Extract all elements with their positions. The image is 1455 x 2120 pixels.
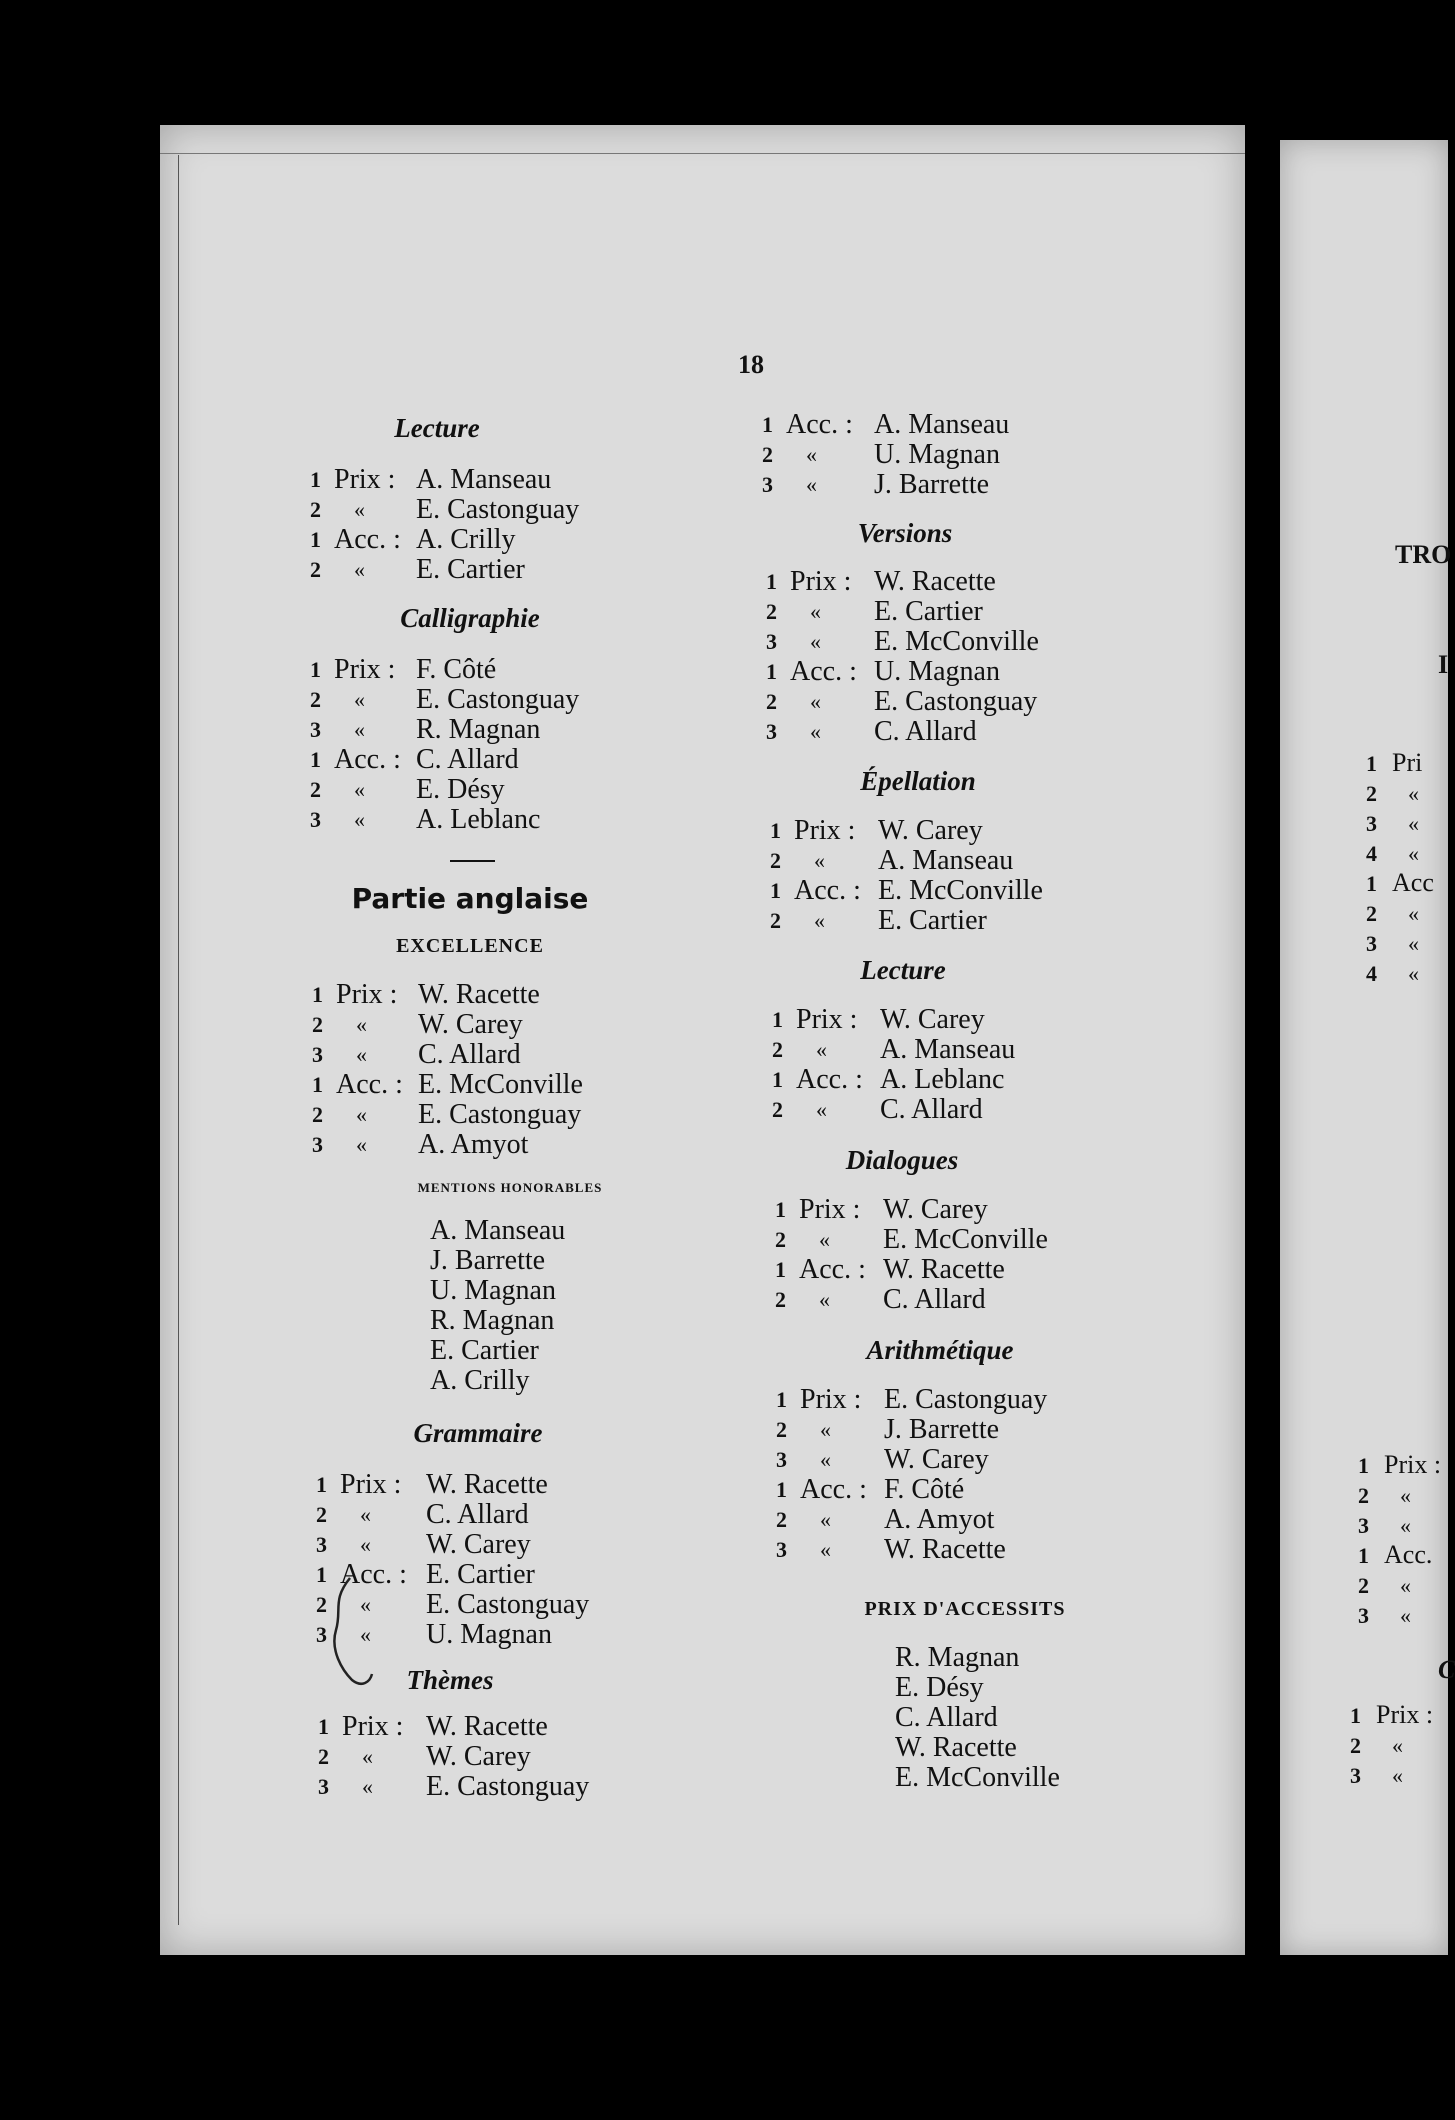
next-page-row-fragment xyxy=(1358,1600,1411,1631)
student-name: C. Allard xyxy=(418,1039,521,1070)
award-row xyxy=(312,980,632,1010)
rank-number: 3 xyxy=(318,1774,329,1799)
student-name: E. Cartier xyxy=(416,554,525,585)
award-row xyxy=(770,846,1090,876)
ditto-mark: « xyxy=(816,1037,827,1062)
rank-number: 1 xyxy=(312,1072,323,1097)
student-name: A. Crilly xyxy=(430,1365,530,1396)
award-row xyxy=(775,1255,1095,1285)
award-row xyxy=(312,1130,632,1160)
rank-number: 1 xyxy=(772,1067,783,1092)
next-page-row-fragment xyxy=(1350,1760,1403,1791)
student-name: E. McConville xyxy=(878,875,1043,906)
student-name: W. Racette xyxy=(426,1711,548,1742)
award-row xyxy=(770,876,1090,906)
student-name: U. Magnan xyxy=(430,1275,556,1306)
award-row xyxy=(312,1010,632,1040)
rank-number: 3 xyxy=(1358,1603,1369,1628)
student-name: W. Carey xyxy=(426,1741,531,1772)
award-label: Acc. : xyxy=(786,409,853,440)
student-name: E. Castonguay xyxy=(418,1099,582,1130)
student-name: W. Carey xyxy=(878,815,983,846)
rank-number: 2 xyxy=(310,497,321,522)
section-heading: Lecture xyxy=(860,955,946,985)
award-row xyxy=(316,1530,636,1560)
rank-number: 1 xyxy=(762,412,773,437)
ditto-mark: « xyxy=(806,442,817,467)
rank-number: 1 xyxy=(316,1562,327,1587)
ditto-mark: « xyxy=(360,1532,371,1557)
rank-number: 3 xyxy=(762,472,773,497)
ditto-mark: « xyxy=(356,1042,367,1067)
rank-number: 1 xyxy=(775,1197,786,1222)
award-row xyxy=(776,1475,1096,1505)
award-row xyxy=(310,655,630,685)
award-row xyxy=(318,1742,638,1772)
student-name: J. Barrette xyxy=(884,1414,1000,1445)
student-name: U. Magnan xyxy=(874,656,1000,687)
student-name: W. Carey xyxy=(418,1009,523,1040)
ditto-mark: « xyxy=(360,1502,371,1527)
award-label: Prix : xyxy=(334,464,396,495)
rank-number: 2 xyxy=(310,557,321,582)
rank-number: 3 xyxy=(312,1132,323,1157)
rank-number: 2 xyxy=(775,1227,786,1252)
award-label: Acc. : xyxy=(336,1069,403,1100)
ditto-mark: « xyxy=(356,1102,367,1127)
ditto-mark: « xyxy=(816,1097,827,1122)
student-name: E. McConville xyxy=(418,1069,583,1100)
section-heading: Épellation xyxy=(860,766,976,796)
rank-number: 1 xyxy=(776,1387,787,1412)
next-page-row-fragment xyxy=(1366,898,1419,929)
section-heading: Calligraphie xyxy=(400,603,540,633)
rank-number: 2 xyxy=(318,1744,329,1769)
award-row xyxy=(766,627,1086,657)
award-label: Prix : xyxy=(340,1469,402,1500)
student-name: E. Désy xyxy=(895,1672,984,1703)
award-label: « xyxy=(1400,1483,1411,1508)
rank-number: 2 xyxy=(770,848,781,873)
ditto-mark: « xyxy=(814,848,825,873)
award-label: « xyxy=(1400,1573,1411,1598)
student-name: W. Carey xyxy=(426,1529,531,1560)
award-row xyxy=(318,1712,638,1742)
section-heading: Arithmétique xyxy=(866,1335,1014,1365)
award-row xyxy=(772,1005,1092,1035)
section-heading: Thèmes xyxy=(406,1665,494,1695)
rank-number: 3 xyxy=(316,1532,327,1557)
student-name: W. Racette xyxy=(895,1732,1017,1763)
next-page-row-fragment xyxy=(1366,928,1419,959)
award-row xyxy=(310,805,630,835)
award-label: « xyxy=(1408,901,1419,926)
award-label: Acc. : xyxy=(799,1254,866,1285)
section-heading: Versions xyxy=(857,518,953,548)
student-name: A. Amyot xyxy=(884,1504,995,1535)
rank-number: 2 xyxy=(772,1097,783,1122)
page-number: 18 xyxy=(738,350,764,379)
rank-number: 2 xyxy=(766,689,777,714)
next-page-title-fragment: TRO xyxy=(1395,540,1452,569)
section-heading: Dialogues xyxy=(845,1145,959,1175)
award-label: « xyxy=(1408,781,1419,806)
award-row xyxy=(310,525,630,555)
student-name: A. Leblanc xyxy=(880,1064,1005,1095)
rank-number: 1 xyxy=(770,878,781,903)
award-label: Acc. : xyxy=(794,875,861,906)
student-name: E. McConville xyxy=(895,1762,1060,1793)
student-name: C. Allard xyxy=(416,744,519,775)
rank-number: 3 xyxy=(310,807,321,832)
student-name: W. Carey xyxy=(884,1444,989,1475)
award-row xyxy=(772,1095,1092,1125)
student-name: C. Allard xyxy=(426,1499,529,1530)
rank-number: 1 xyxy=(310,747,321,772)
student-name: A. Crilly xyxy=(416,524,516,555)
award-label: « xyxy=(1400,1513,1411,1538)
award-label: Acc. : xyxy=(796,1064,863,1095)
student-name: A. Manseau xyxy=(878,845,1014,876)
award-label: « xyxy=(1400,1603,1411,1628)
award-label: Prix : xyxy=(342,1711,404,1742)
next-page-row-fragment xyxy=(1358,1570,1411,1601)
award-row xyxy=(775,1195,1095,1225)
rank-number: 2 xyxy=(776,1417,787,1442)
ditto-mark: « xyxy=(356,1132,367,1157)
ditto-mark: « xyxy=(814,908,825,933)
rank-number: 4 xyxy=(1366,841,1377,866)
rank-number: 3 xyxy=(1366,931,1377,956)
rank-number: 3 xyxy=(1358,1513,1369,1538)
rank-number: 2 xyxy=(316,1592,327,1617)
award-label: « xyxy=(1408,841,1419,866)
ditto-mark: « xyxy=(360,1592,371,1617)
student-name: A. Manseau xyxy=(874,409,1010,440)
award-row xyxy=(766,687,1086,717)
award-row xyxy=(776,1445,1096,1475)
rank-number: 1 xyxy=(310,467,321,492)
award-row xyxy=(762,470,1082,500)
ditto-mark: « xyxy=(820,1417,831,1442)
rank-number: 3 xyxy=(766,719,777,744)
student-name: F. Côté xyxy=(884,1474,965,1505)
award-label: « xyxy=(1408,811,1419,836)
rank-number: 2 xyxy=(316,1502,327,1527)
student-name: A. Leblanc xyxy=(416,804,541,835)
next-page-row-fragment xyxy=(1358,1510,1411,1541)
student-name: A. Manseau xyxy=(416,464,552,495)
student-name: E. McConville xyxy=(883,1224,1048,1255)
student-name: J. Barrette xyxy=(874,469,990,500)
ditto-mark: « xyxy=(356,1012,367,1037)
rank-number: 2 xyxy=(310,687,321,712)
rank-number: 1 xyxy=(772,1007,783,1032)
award-row xyxy=(766,657,1086,687)
award-label: Prix : xyxy=(336,979,398,1010)
student-name: E. Cartier xyxy=(426,1559,535,1590)
rank-number: 3 xyxy=(1366,811,1377,836)
award-row xyxy=(310,745,630,775)
rank-number: 1 xyxy=(1366,871,1377,896)
rank-number: 1 xyxy=(1350,1703,1361,1728)
award-label: « xyxy=(1408,961,1419,986)
next-page-row-fragment xyxy=(1366,838,1419,869)
rank-number: 1 xyxy=(766,569,777,594)
award-label: Acc. : xyxy=(334,744,401,775)
rank-number: 1 xyxy=(312,982,323,1007)
student-name: E. Cartier xyxy=(874,596,983,627)
award-row xyxy=(310,495,630,525)
next-page-row-fragment xyxy=(1366,868,1434,899)
award-label: Acc. : xyxy=(800,1474,867,1505)
ditto-mark: « xyxy=(362,1774,373,1799)
student-name: W. Carey xyxy=(880,1004,985,1035)
rank-number: 2 xyxy=(312,1102,323,1127)
award-row xyxy=(766,717,1086,747)
student-name: E. Castonguay xyxy=(416,494,580,525)
student-name: E. Désy xyxy=(416,774,505,805)
rank-number: 3 xyxy=(316,1622,327,1647)
next-page-row-fragment xyxy=(1366,748,1422,779)
award-row xyxy=(775,1285,1095,1315)
next-page-row-fragment xyxy=(1366,808,1419,839)
award-row xyxy=(318,1772,638,1802)
student-name: E. Cartier xyxy=(430,1335,539,1366)
award-label: Prix : xyxy=(1376,1700,1434,1729)
rank-number: 2 xyxy=(776,1507,787,1532)
student-name: U. Magnan xyxy=(426,1619,552,1650)
award-label: Prix : xyxy=(794,815,856,846)
award-row xyxy=(770,816,1090,846)
award-row xyxy=(766,567,1086,597)
student-name: E. McConville xyxy=(874,626,1039,657)
handwritten-bracket-mark xyxy=(322,1570,382,1690)
rank-number: 1 xyxy=(1366,751,1377,776)
student-name: W. Racette xyxy=(874,566,996,597)
rank-number: 2 xyxy=(766,599,777,624)
award-label: Prix : xyxy=(796,1004,858,1035)
student-name: F. Côté xyxy=(416,654,497,685)
student-name: W. Racette xyxy=(884,1534,1006,1565)
student-name: R. Magnan xyxy=(416,714,541,745)
ditto-mark: « xyxy=(362,1744,373,1769)
student-name: W. Carey xyxy=(883,1194,988,1225)
rank-number: 2 xyxy=(312,1012,323,1037)
section-heading: Lecture xyxy=(394,413,480,443)
ditto-mark: « xyxy=(810,689,821,714)
award-row xyxy=(772,1065,1092,1095)
student-name: R. Magnan xyxy=(895,1642,1020,1673)
ditto-mark: « xyxy=(819,1227,830,1252)
award-label: Pri xyxy=(1392,748,1423,777)
student-name: U. Magnan xyxy=(874,439,1000,470)
award-row xyxy=(776,1505,1096,1535)
student-name: C. Allard xyxy=(895,1702,998,1733)
ditto-mark: « xyxy=(810,629,821,654)
ditto-mark: « xyxy=(806,472,817,497)
ditto-mark: « xyxy=(819,1287,830,1312)
student-name: W. Racette xyxy=(426,1469,548,1500)
next-page-row-fragment xyxy=(1358,1480,1411,1511)
rank-number: 2 xyxy=(775,1287,786,1312)
award-row xyxy=(776,1415,1096,1445)
rank-number: 3 xyxy=(766,629,777,654)
rank-number: 2 xyxy=(1366,901,1377,926)
award-row xyxy=(312,1070,632,1100)
student-name: A. Amyot xyxy=(418,1129,529,1160)
section-heading: MENTIONS HONORABLES xyxy=(417,1180,603,1195)
award-row xyxy=(770,906,1090,936)
rank-number: 2 xyxy=(1358,1483,1369,1508)
award-row xyxy=(312,1040,632,1070)
ditto-mark: « xyxy=(820,1507,831,1532)
section-heading: Grammaire xyxy=(413,1418,543,1448)
rank-number: 1 xyxy=(318,1714,329,1739)
award-row xyxy=(775,1225,1095,1255)
award-row xyxy=(316,1500,636,1530)
award-label: « xyxy=(1392,1733,1403,1758)
award-row xyxy=(312,1100,632,1130)
ditto-mark: « xyxy=(810,599,821,624)
rank-number: 2 xyxy=(1366,781,1377,806)
ditto-mark: « xyxy=(360,1622,371,1647)
divider xyxy=(450,860,495,862)
rank-number: 1 xyxy=(310,527,321,552)
award-label: Acc. xyxy=(1384,1540,1433,1569)
award-row xyxy=(310,685,630,715)
next-page-row-fragment xyxy=(1358,1450,1441,1481)
award-row xyxy=(310,465,630,495)
rank-number: 2 xyxy=(770,908,781,933)
student-name: C. Allard xyxy=(883,1284,986,1315)
rank-number: 3 xyxy=(310,717,321,742)
student-name: C. Allard xyxy=(874,716,977,747)
award-row xyxy=(776,1535,1096,1565)
rank-number: 3 xyxy=(776,1447,787,1472)
student-name: W. Racette xyxy=(883,1254,1005,1285)
next-page-row-fragment xyxy=(1350,1730,1403,1761)
award-row xyxy=(766,597,1086,627)
student-name: C. Allard xyxy=(880,1094,983,1125)
rank-number: 1 xyxy=(310,657,321,682)
award-label: Prix : xyxy=(799,1194,861,1225)
next-page-row-fragment xyxy=(1350,1700,1433,1731)
student-name: W. Racette xyxy=(418,979,540,1010)
next-page-row-fragment xyxy=(1366,958,1419,989)
right-page-edge xyxy=(1280,140,1448,1955)
ditto-mark: « xyxy=(820,1447,831,1472)
ditto-mark: « xyxy=(810,719,821,744)
next-page-row-fragment xyxy=(1366,778,1419,809)
award-row xyxy=(310,555,630,585)
section-heading: PRIX D'ACCESSITS xyxy=(864,1598,1066,1620)
rank-number: 2 xyxy=(310,777,321,802)
award-row xyxy=(762,410,1082,440)
student-name: E. Cartier xyxy=(878,905,987,936)
ditto-mark: « xyxy=(354,717,365,742)
next-page-heading-fragment: I xyxy=(1438,650,1449,679)
next-page-row-fragment xyxy=(1358,1540,1432,1571)
rank-number: 2 xyxy=(1358,1573,1369,1598)
part-title: Partie anglaise xyxy=(351,882,589,915)
next-page-heading-fragment: C xyxy=(1438,1655,1455,1684)
award-row xyxy=(310,775,630,805)
award-label: Prix : xyxy=(790,566,852,597)
student-name: E. Castonguay xyxy=(426,1589,590,1620)
rank-number: 1 xyxy=(1358,1543,1369,1568)
ditto-mark: « xyxy=(354,557,365,582)
ditto-mark: « xyxy=(354,807,365,832)
award-label: « xyxy=(1392,1763,1403,1788)
rank-number: 1 xyxy=(776,1477,787,1502)
rank-number: 1 xyxy=(766,659,777,684)
award-label: Prix : xyxy=(1384,1450,1442,1479)
award-row xyxy=(316,1470,636,1500)
award-label: Acc. : xyxy=(790,656,857,687)
award-label: Acc. : xyxy=(340,1559,407,1590)
student-name: E. Castonguay xyxy=(416,684,580,715)
award-row xyxy=(310,715,630,745)
ditto-mark: « xyxy=(354,497,365,522)
award-label: Acc xyxy=(1392,868,1434,897)
rank-number: 2 xyxy=(762,442,773,467)
rank-number: 3 xyxy=(312,1042,323,1067)
ditto-mark: « xyxy=(820,1537,831,1562)
award-row xyxy=(762,440,1082,470)
rank-number: 1 xyxy=(1358,1453,1369,1478)
award-label: Prix : xyxy=(334,654,396,685)
rank-number: 2 xyxy=(772,1037,783,1062)
rank-number: 4 xyxy=(1366,961,1377,986)
award-row xyxy=(776,1385,1096,1415)
award-label: « xyxy=(1408,931,1419,956)
student-name: E. Castonguay xyxy=(874,686,1038,717)
student-name: A. Manseau xyxy=(430,1215,566,1246)
student-name: E. Castonguay xyxy=(426,1771,590,1802)
rank-number: 3 xyxy=(1350,1763,1361,1788)
rank-number: 1 xyxy=(775,1257,786,1282)
student-name: A. Manseau xyxy=(880,1034,1016,1065)
award-row xyxy=(772,1035,1092,1065)
student-name: E. Castonguay xyxy=(884,1384,1048,1415)
ditto-mark: « xyxy=(354,777,365,802)
award-label: Prix : xyxy=(800,1384,862,1415)
rank-number: 2 xyxy=(1350,1733,1361,1758)
rank-number: 1 xyxy=(770,818,781,843)
rank-number: 1 xyxy=(316,1472,327,1497)
rank-number: 3 xyxy=(776,1537,787,1562)
award-label: Acc. : xyxy=(334,524,401,555)
student-name: R. Magnan xyxy=(430,1305,555,1336)
ditto-mark: « xyxy=(354,687,365,712)
section-heading: EXCELLENCE xyxy=(396,935,544,957)
student-name: J. Barrette xyxy=(430,1245,546,1276)
